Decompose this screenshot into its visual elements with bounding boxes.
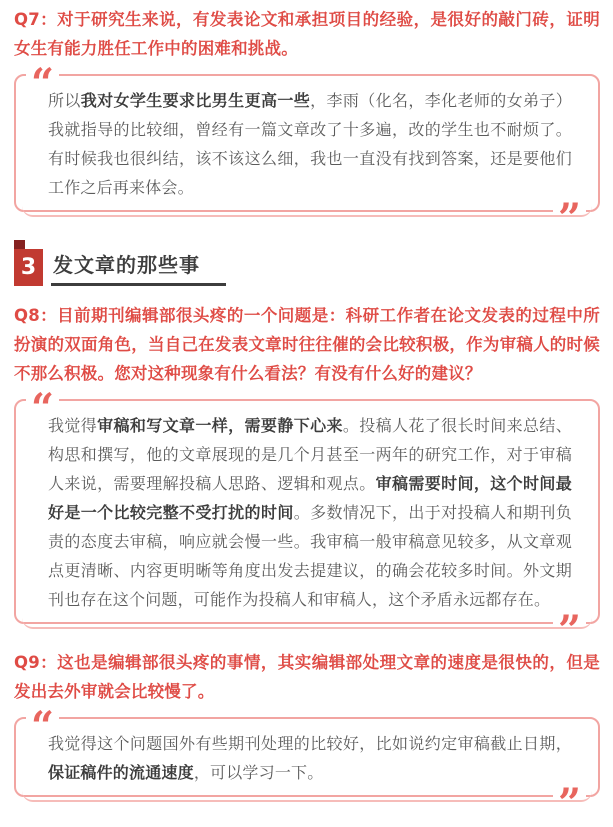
quote-text-normal: 我觉得 — [48, 416, 98, 435]
quote-text-3 — [48, 729, 572, 787]
section-number-badge — [14, 249, 43, 286]
section-header — [14, 249, 600, 286]
quote-text-bold: 我对女学生要求比男生更高一些 — [80, 91, 311, 110]
close-quote-icon: ” — [553, 784, 586, 804]
quote-block-1 — [14, 60, 600, 242]
question-q7: Q7：对于研究生来说，有发表论文和承担项目的经验，是很好的敲门砖，证明女生有能力胜任工作中的困难和挑战。 — [14, 10, 600, 58]
quote-text-normal: ，李雨（化名，李化老师的女弟子）我就指导的比较细，曾经有一篇文章改了十多遍，改的学生也不耐烦了。有时候我也很纠结，该不该这么细，我也一直没有找到答案，还是要他们工作之后再来体会。 — [48, 91, 572, 197]
quote-text-normal: ，可以学习一下。 — [193, 763, 324, 782]
quote-block-3 — [14, 703, 600, 827]
section-title: 发文章的那些事 — [53, 253, 200, 277]
quote-text-normal: 。多数情况下，出于对投稿人和期刊负责的态度去审稿，响应就会慢一些。我审稿一般审稿意见较多，从文章观点更清晰、内容更明晰等角度出发去提建议，的确会花较多时间。外文期刊也存在这个问题，可能作为投稿人和审稿人，这个矛盾永远都存在。 — [48, 503, 572, 609]
quote-text-normal: 我觉得这个问题国外有些期刊处理的比较好，比如说约定审稿截止日期， — [48, 734, 572, 753]
question-q8: Q8：目前期刊编辑部很头疼的一个问题是：科研工作者在论文发表的过程中所扮演的双面角色，当自己在发表文章时往往催的会比较积极，作为审稿人的时候不那么积极。您对这种现象有什么看法？有没有什么好的建议？ — [14, 306, 600, 383]
quote-block-2 — [14, 385, 600, 654]
quote-text-normal: 所以 — [48, 91, 81, 110]
quote-text-2 — [48, 411, 572, 614]
quote-text-bold: 审稿和写文章一样，需要静下心来 — [97, 416, 343, 435]
close-quote-icon: ” — [553, 611, 586, 631]
open-quote-icon: “ — [26, 64, 59, 84]
open-quote-icon: “ — [26, 707, 59, 727]
quote-text-bold: 保证稿件的流通速度 — [48, 763, 194, 782]
section-number: 3 — [14, 249, 43, 286]
question-q9: Q9：这也是编辑部很头疼的事情，其实编辑部处理文章的速度是很快的，但是发出去外审就会比较慢了。 — [14, 653, 600, 701]
quote-text-1 — [48, 86, 572, 202]
quote-text-bold: 审稿需要时间，这个时间最好是一个比较完整不受打扰的时间 — [48, 474, 572, 522]
section-title-underline — [51, 249, 226, 286]
quote-text-normal: 。投稿人花了很长时间来总结、构思和撰写，他的文章展现的是几个月甚至一两年的研究工作，对于审稿人来说，需要理解投稿人思路、逻辑和观点。 — [48, 416, 572, 493]
open-quote-icon: “ — [26, 389, 59, 409]
close-quote-icon: ” — [553, 199, 586, 219]
